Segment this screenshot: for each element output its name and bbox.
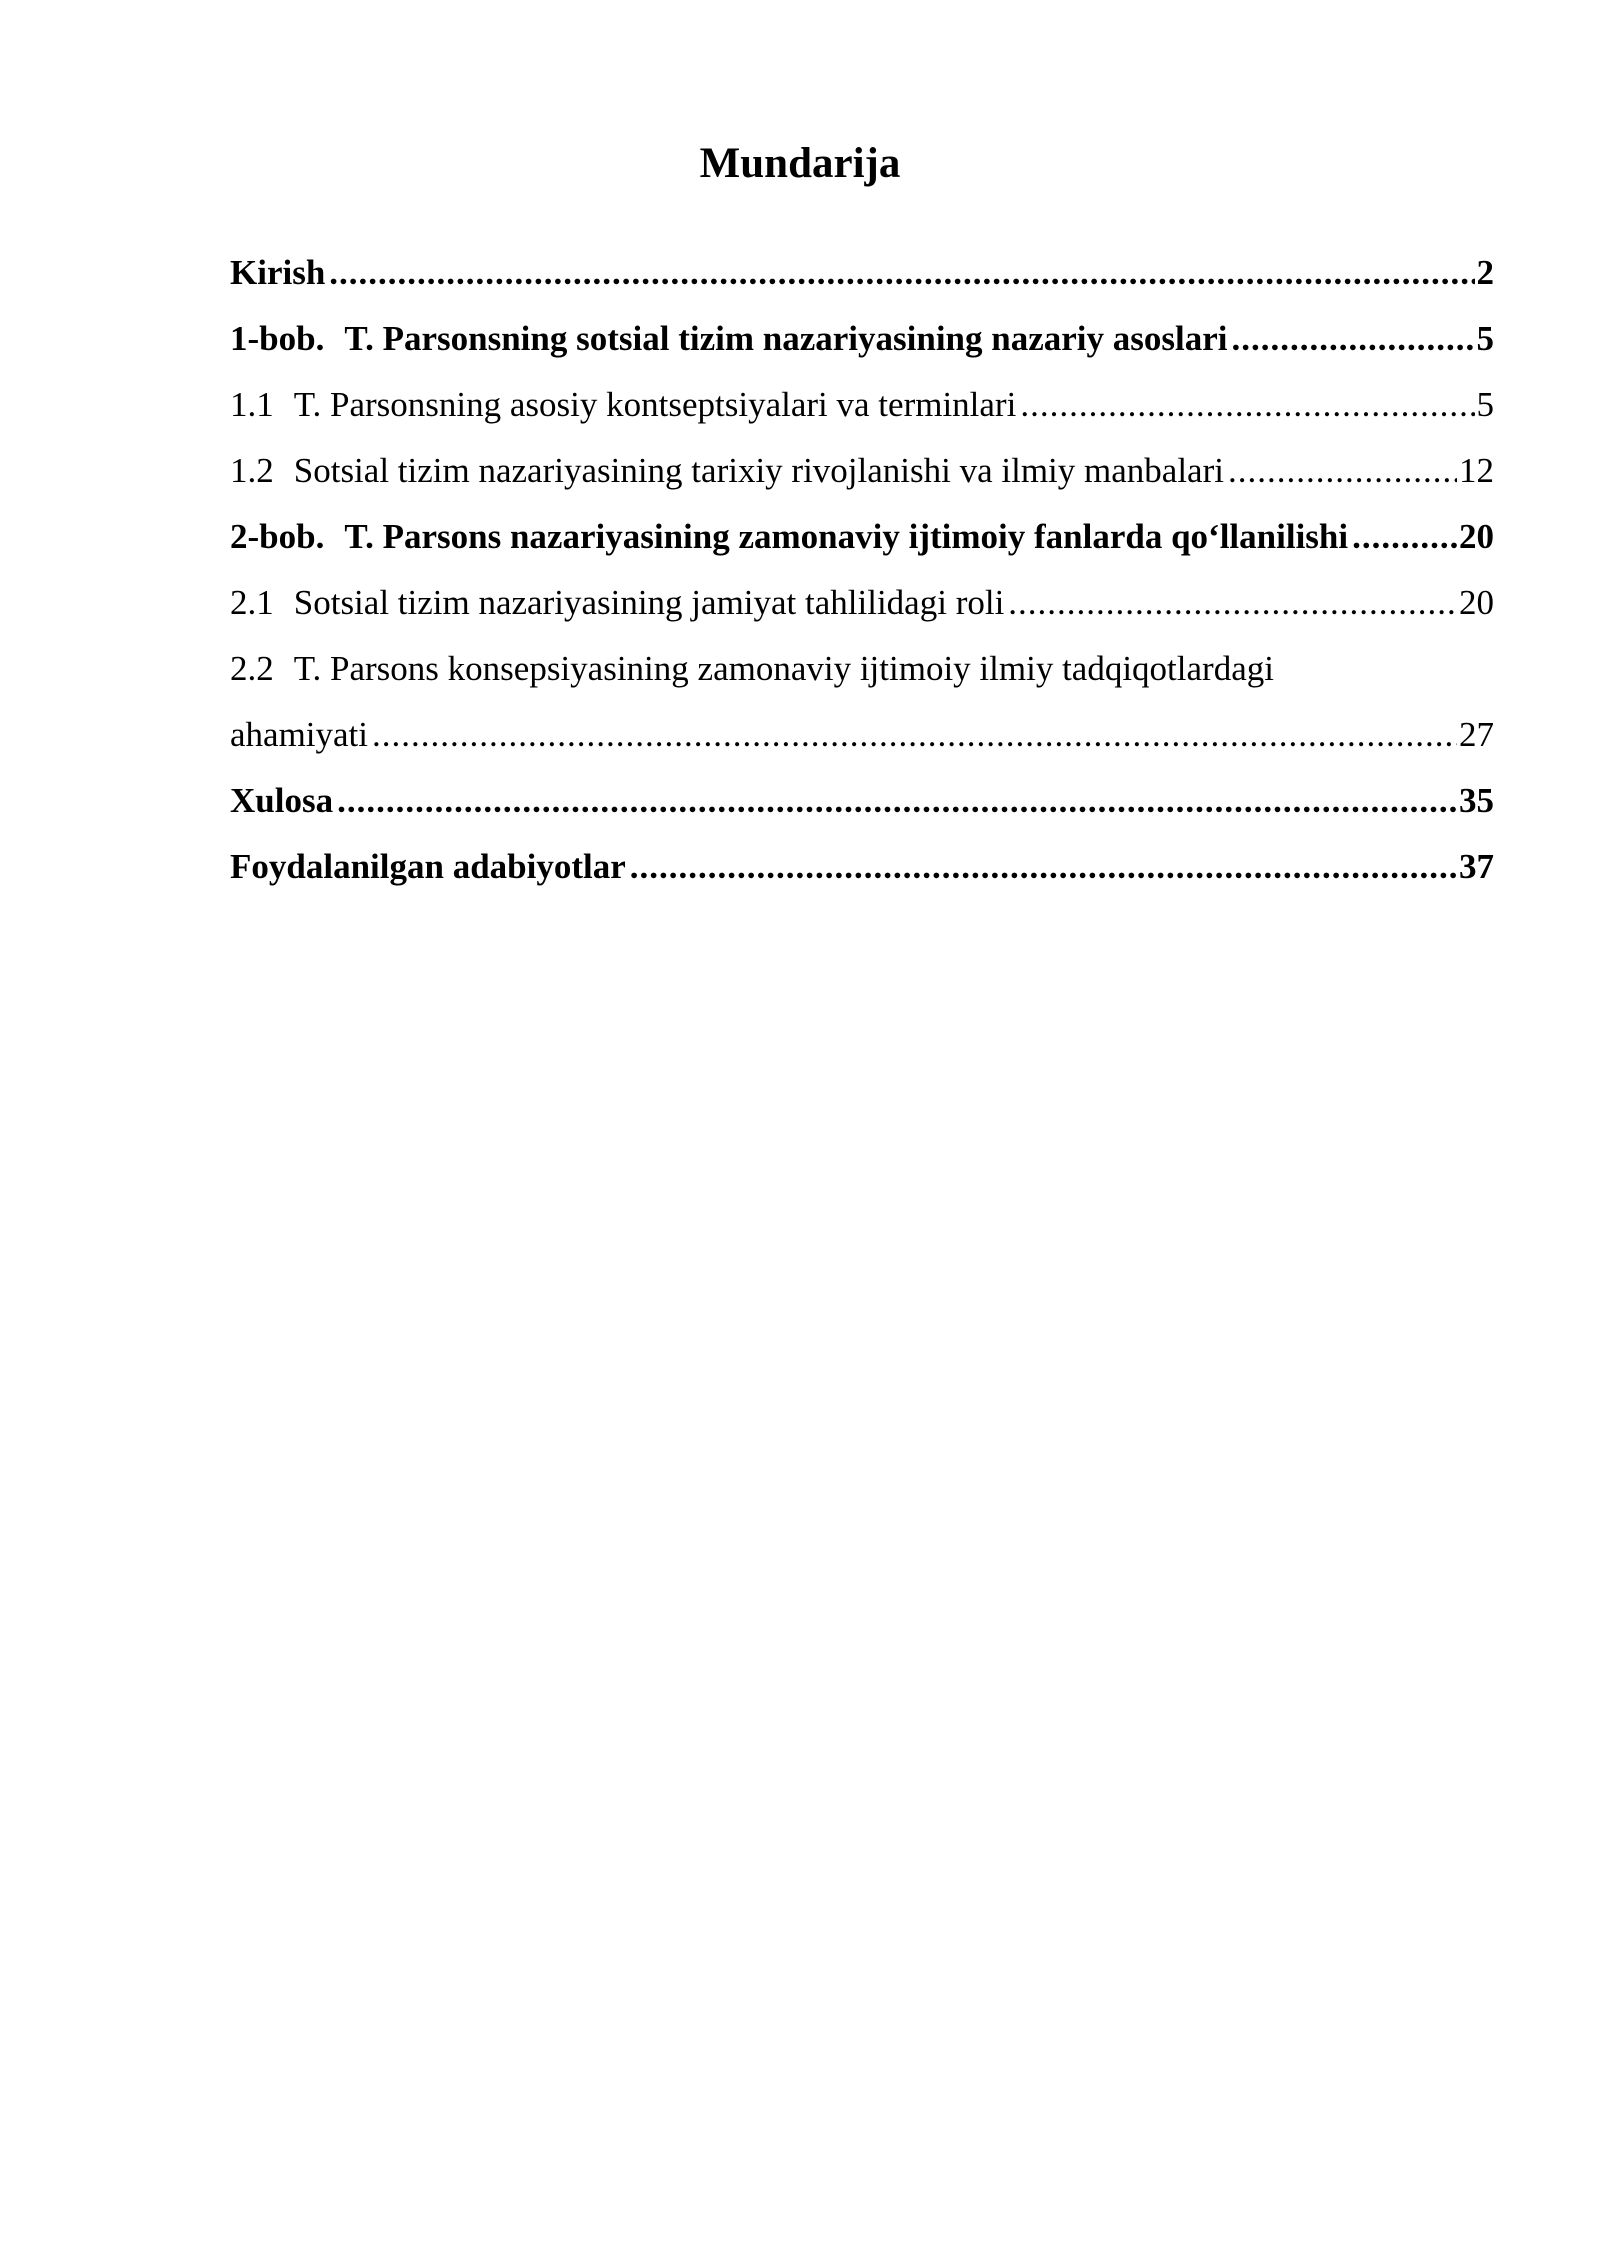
dot-leader [1020,372,1474,438]
toc-entry-section-1-2[interactable] [230,438,1494,504]
dot-leader [329,240,1474,306]
dot-leader [1228,438,1457,504]
toc-entry-text: T. Parsonsning sotsial tizim nazariyasining nazariy asoslari [344,319,1228,358]
toc-entry-text: Xulosa [230,781,334,820]
toc-entry-text: ahamiyati [230,715,369,754]
toc-page-number: 2 [1476,253,1494,292]
dot-leader [372,702,1457,768]
toc-entry-number: 2-bob. [230,517,325,556]
toc-entry-section-2-2[interactable] [230,636,1494,702]
toc-page-number: 20 [1459,517,1494,556]
toc-entry-chapter-2[interactable] [230,504,1494,570]
toc-page-number: 12 [1459,451,1494,490]
toc-entry-section-1-1[interactable] [230,372,1494,438]
toc-entry-number: 2.1 [230,583,274,622]
toc-page-number: 5 [1476,319,1494,358]
dot-leader [337,768,1457,834]
toc-entry-number: 1.2 [230,451,274,490]
toc-entry-text: T. Parsons konsepsiyasining zamonaviy ijtimoiy ilmiy tadqiqotlardagi [293,649,1274,688]
toc-entry-xulosa[interactable] [230,768,1494,834]
toc-entry-text: Sotsial tizim nazariyasining tarixiy rivojlanishi va ilmiy manbalari [293,451,1224,490]
toc-page-number: 27 [1459,715,1494,754]
toc-page-number: 37 [1459,847,1494,886]
toc-entry-section-2-2-continued[interactable] [230,702,1494,768]
toc-entry-kirish[interactable] [230,240,1494,306]
dot-leader [1232,306,1475,372]
toc-page-number: 20 [1459,583,1494,622]
toc-entry-text: Sotsial tizim nazariyasining jamiyat tahlilidagi roli [293,583,1005,622]
toc-entry-chapter-1[interactable] [230,306,1494,372]
dot-leader [630,834,1457,900]
toc-entry-text: T. Parsonsning asosiy kontseptsiyalari va terminlari [293,385,1017,424]
toc-entry-text: Kirish [230,253,326,292]
toc-entry-number: 2.2 [230,649,274,688]
toc-page-number: 5 [1476,385,1494,424]
toc-entry-text: T. Parsons nazariyasining zamonaviy ijtimoiy fanlarda qo‘llanilishi [344,517,1349,556]
toc-entry-text: Foydalanilgan adabiyotlar [230,847,626,886]
table-of-contents [230,240,1494,900]
dot-leader [1352,504,1457,570]
toc-entry-section-2-1[interactable] [230,570,1494,636]
toc-page-number: 35 [1459,781,1494,820]
dot-leader [1008,570,1457,636]
toc-entry-number: 1-bob. [230,319,325,358]
toc-entry-number: 1.1 [230,385,274,424]
page-title: Mundarija [699,140,901,187]
toc-entry-references[interactable] [230,834,1494,900]
